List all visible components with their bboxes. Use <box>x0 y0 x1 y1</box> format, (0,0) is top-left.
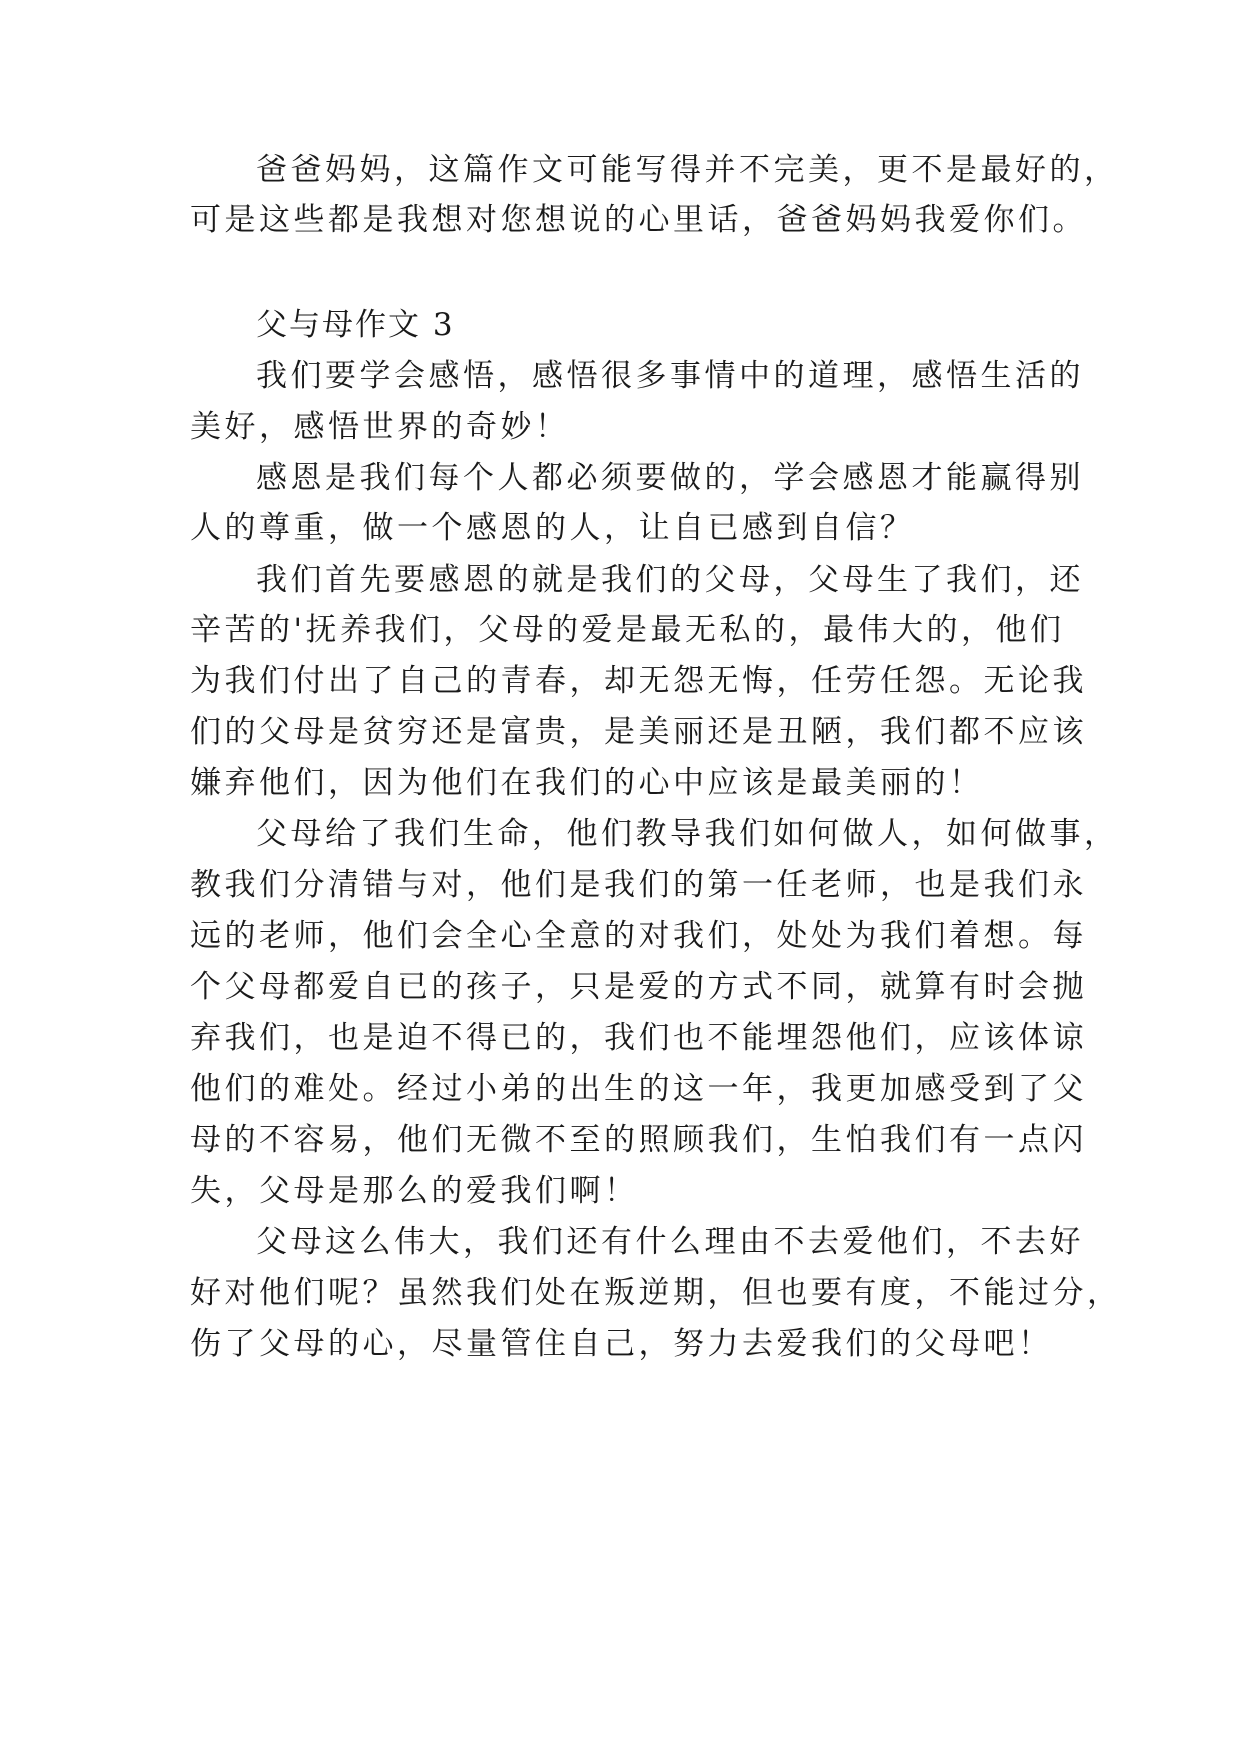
paragraph-3-line-4: 们的父母是贫穷还是富贵，是美丽还是丑陋，我们都不应该 <box>190 714 1087 750</box>
intro-line-2: 可是这些都是我想对您想说的心里话，爸爸妈妈我爱你们。 <box>190 202 1087 238</box>
paragraph-2-line-2: 人的尊重，做一个感恩的人，让自已感到自信？ <box>190 510 915 546</box>
paragraph-4-line-3: 远的老师，他们会全心全意的对我们，处处为我们着想。每 <box>190 918 1087 954</box>
paragraph-4-line-4: 个父母都爱自已的孩子，只是爱的方式不同，就算有时会抛 <box>190 969 1087 1005</box>
paragraph-3-line-2: 辛苦的'抚养我们，父母的爱是最无私的，最伟大的，他们 <box>190 612 1065 648</box>
paragraph-3-line-1: 我们首先要感恩的就是我们的父母，父母生了我们，还 <box>256 562 1084 598</box>
paragraph-3-line-3: 为我们付出了自己的青春，却无怨无悔，任劳任怨。无论我 <box>190 663 1087 699</box>
paragraph-5-line-2: 好对他们呢？虽然我们处在叛逆期，但也要有度，不能过分， <box>190 1275 1122 1311</box>
paragraph-4-line-5: 弃我们，也是迫不得已的，我们也不能埋怨他们，应该体谅 <box>190 1020 1087 1056</box>
paragraph-4-line-1: 父母给了我们生命，他们教导我们如何做人，如何做事， <box>256 816 1119 852</box>
paragraph-4-line-6: 他们的难处。经过小弟的出生的这一年，我更加感受到了父 <box>190 1071 1087 1107</box>
paragraph-3-line-5: 嫌弃他们，因为他们在我们的心中应该是最美丽的！ <box>190 765 984 801</box>
paragraph-4-line-8: 失，父母是那么的爱我们啊！ <box>190 1173 639 1209</box>
intro-line-1: 爸爸妈妈，这篇作文可能写得并不完美，更不是最好的， <box>256 152 1119 188</box>
section-title: 父与母作文 3 <box>256 307 455 343</box>
paragraph-5-line-3: 伤了父母的心，尽量管住自己，努力去爱我们的父母吧！ <box>190 1326 1053 1362</box>
paragraph-4-line-2: 教我们分清错与对，他们是我们的第一任老师，也是我们永 <box>190 867 1087 903</box>
paragraph-1-line-2: 美好，感悟世界的奇妙！ <box>190 409 570 445</box>
paragraph-2-line-1: 感恩是我们每个人都必须要做的，学会感恩才能赢得别 <box>256 460 1084 496</box>
paragraph-4-line-7: 母的不容易，他们无微不至的照顾我们，生怕我们有一点闪 <box>190 1122 1087 1158</box>
paragraph-5-line-1: 父母这么伟大，我们还有什么理由不去爱他们，不去好 <box>256 1224 1084 1260</box>
paragraph-1-line-1: 我们要学会感悟，感悟很多事情中的道理，感悟生活的 <box>256 358 1084 394</box>
